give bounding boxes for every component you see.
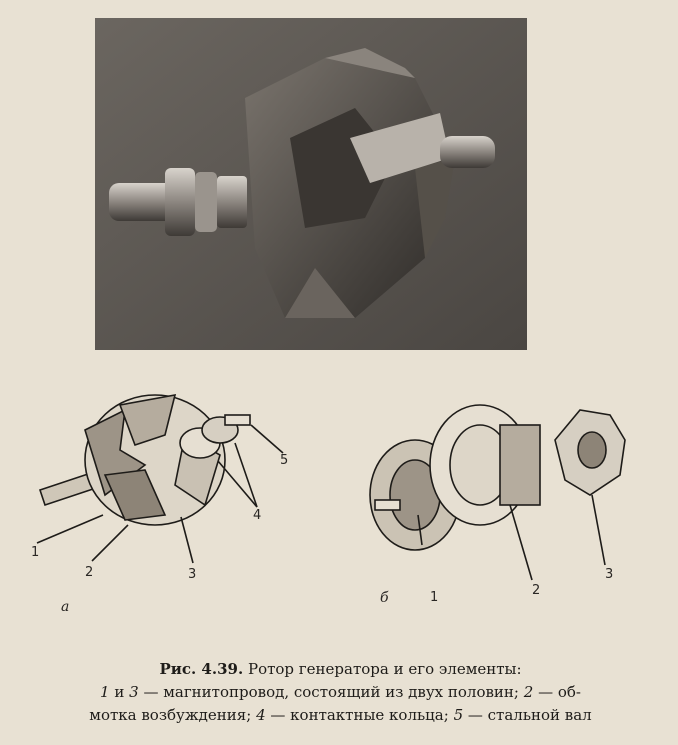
caption-steel-shaft: — стальной вал [463,706,592,724]
caption-ref-3: 3 [129,683,139,701]
subfigure-b-label: б [380,590,389,606]
rotor-photograph [95,18,527,350]
caption-ref-5: 5 [453,706,464,724]
figure-number: Рис. 4.39. [159,660,244,678]
rotor-exploded-drawing [360,385,660,635]
callout-b-2: 2 [532,583,541,598]
caption-ref-1: 1 [100,683,110,701]
subfigure-a [25,375,325,625]
figure-caption [18,658,663,727]
callout-a-1: 1 [31,545,40,560]
caption-winding-end: мотка возбуждения; [89,706,257,724]
caption-winding-start: — об- [533,683,581,701]
caption-ref-2: 2 [523,683,534,701]
callout-a-5: 5 [280,453,289,468]
caption-line-2 [18,681,663,704]
callout-b-3: 3 [605,567,614,582]
caption-line-3 [18,704,663,727]
caption-line-1 [18,658,663,681]
callout-a-4: 4 [253,508,262,523]
caption-title: Ротор генератора и его элементы: [247,660,522,678]
callout-a-2: 2 [85,565,94,580]
callout-a-3: 3 [188,567,197,582]
caption-slip-rings: — контактные кольца; [265,706,454,724]
rotor-cutaway-drawing [25,375,325,625]
subfigure-a-label: а [61,599,70,615]
subfigure-b [360,385,660,635]
caption-magnetic-core: — магнитопровод, состоящий из двух половин; [138,683,524,701]
callout-b-1: 1 [430,590,439,605]
caption-ref-4: 4 [256,706,266,724]
caption-and: и [109,683,130,701]
